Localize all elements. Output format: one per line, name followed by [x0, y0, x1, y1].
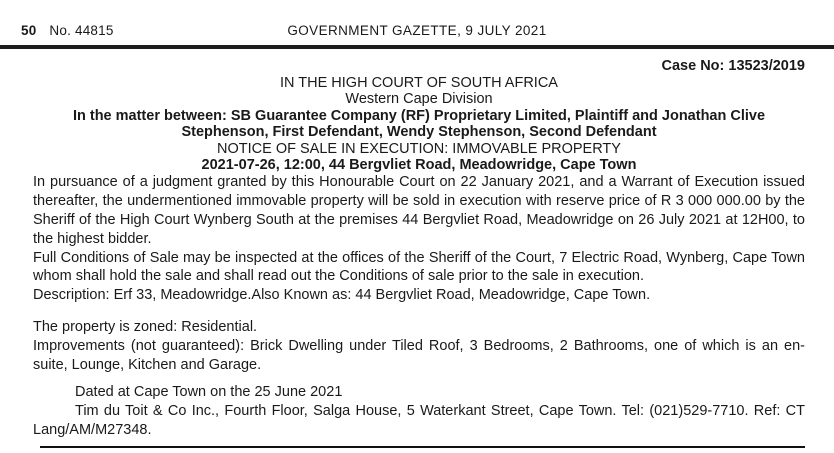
footer-rule	[40, 446, 805, 448]
improvements-line: Improvements (not guaranteed): Brick Dwelling under Tiled Roof, 3 Bedrooms, 2 Bathrooms, one of which is an en-suite, Lounge, Kitchen and Garage.	[33, 337, 805, 373]
parties-in-matter: In the matter between: SB Guarantee Company (RF) Proprietary Limited, Plaintiff and Jonathan Clive Stephenson, First Defendant, Wendy Stephenson, Second Defendant	[72, 107, 766, 141]
court-name: IN THE HIGH COURT OF SOUTH AFRICA	[280, 75, 558, 91]
notice-type: NOTICE OF SALE IN EXECUTION: IMMOVABLE PROPERTY	[217, 140, 621, 157]
paragraph-description: Description: Erf 33, Meadowridge.Also Known as: 44 Bergvliet Road, Meadowridge, Cape Town.	[33, 287, 651, 304]
paragraph-judgment: In pursuance of a judgment granted by this Honourable Court on 22 January 2021, and a Warrant of Execution issued thereafter, the undermentioned immovable property will be sold in execution with reserve price of R 3 000 000.00 by the Sheriff of the High Court Wynberg South at the premises 44 Bergvliet Road, Meadowridge on 26 July 2021 at 12H00, to the highest bidder.	[33, 174, 805, 247]
sale-date-venue: 2021-07-26, 12:00, 44 Bergvliet Road, Meadowridge, Cape Town	[201, 157, 637, 174]
paragraph-conditions: Full Conditions of Sale may be inspected at the offices of the Sheriff of the Court, 7 Electric Road, Wynberg, Cape Town whom shall hold the sale and shall read out the Conditions of sale prior to the sale in execution.	[33, 249, 805, 285]
notice-body	[33, 58, 805, 440]
attorney-line: Tim du Toit & Co Inc., Fourth Floor, Salga House, 5 Waterkant Street, Cape Town. Tel: (021)529-7710. Ref: CT Lang/AM/M27348.	[33, 403, 805, 438]
page-number: 50	[21, 23, 37, 38]
court-division: Western Cape Division	[345, 91, 493, 108]
header-rule	[0, 45, 834, 49]
page-header	[0, 23, 834, 41]
gazette-title: GOVERNMENT GAZETTE, 9 JULY 2021	[287, 23, 547, 38]
case-number: Case No: 13523/2019	[661, 58, 805, 74]
zoning-line: The property is zoned: Residential.	[33, 319, 258, 336]
gazette-number: No. 44815	[49, 23, 114, 38]
dated-line: Dated at Cape Town on the 25 June 2021	[75, 384, 343, 401]
